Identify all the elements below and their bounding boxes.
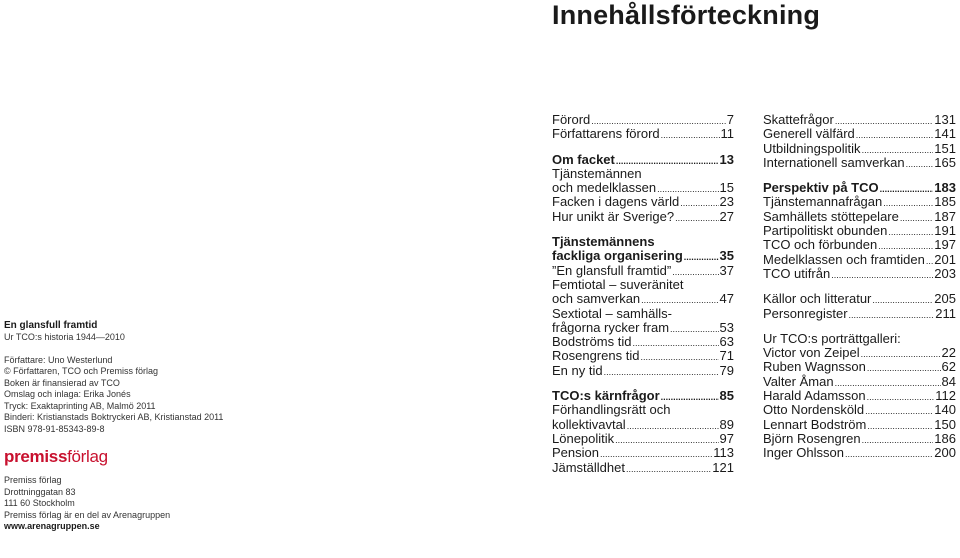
toc-section-heading[interactable]: TCO:s kärnfrågor ..... 85 [552,389,734,403]
publisher-address [4,475,264,521]
toc-entry[interactable]: Tjänstemannafrågan ..... 185 [763,195,956,209]
toc-entry[interactable]: Ruben Wagnsson ..... 62 [763,360,956,374]
publisher-logo [4,447,264,467]
toc-entry[interactable]: Personregister ..... 211 [763,307,956,321]
toc-entry[interactable]: Pension ..... 113 [552,446,734,460]
toc-section-heading-line: Tjänstemännens [552,234,655,250]
toc-entry[interactable]: Jämställdhet ..... 121 [552,461,734,475]
toc-entry[interactable]: Valter Åman ..... 84 [763,375,956,389]
toc-entry[interactable]: Medelklassen och framtiden ..... 201 [763,253,956,267]
toc-entry[interactable]: Skattefrågor ..... 131 [763,113,956,127]
toc-entry-line: Femtiotal – suveränitet [552,276,684,292]
credit-line: Omslag och inlaga: Erika Jonés [4,389,131,399]
book-title: En glansfull framtid [4,320,98,331]
toc-entry[interactable]: Björn Rosengren ..... 186 [763,432,956,446]
toc-entry[interactable]: Partipolitiskt obunden ..... 191 [763,224,956,238]
publisher-line: Premiss förlag [4,475,62,485]
toc-entry[interactable]: TCO och förbunden ..... 197 [763,238,956,252]
toc-entry[interactable]: Harald Adamsson ..... 112 [763,389,956,403]
toc-entry[interactable]: Rosengrens tid ..... 71 [552,349,734,363]
toc-column-2 [763,113,956,461]
toc-column-1 [552,113,734,475]
toc-entry[interactable]: En ny tid ..... 79 [552,364,734,378]
toc-entry[interactable]: ”En glansfull framtid” ..... 37 [552,264,734,278]
logo-part-premiss: premiss [4,447,68,466]
toc-entry[interactable]: Bodströms tid ..... 63 [552,335,734,349]
credit-line: Tryck: Exaktaprinting AB, Malmö 2011 [4,400,156,411]
toc-entry[interactable]: och samverkan ..... 47 [552,292,734,306]
toc-entry[interactable]: Otto Nordensköld ..... 140 [763,403,956,417]
logo-part-forlag: förlag [67,447,108,466]
book-subtitle: Ur TCO:s historia 1944—2010 [4,332,125,342]
toc-section-heading[interactable]: Perspektiv på TCO ..... 183 [763,181,956,195]
toc-section-heading[interactable]: Om facket ..... 13 [552,153,734,167]
toc-entry[interactable]: och medelklassen ..... 15 [552,181,734,195]
toc-entry-line: Sextiotal – samhälls- [552,305,672,321]
credit-line: Binderi: Kristianstads Boktryckeri AB, Kristianstad 2011 [4,412,224,422]
gallery-heading: Ur TCO:s porträttgalleri: [763,330,901,346]
toc-entry[interactable]: Lennart Bodström ..... 150 [763,418,956,432]
toc-entry[interactable]: Lönepolitik ..... 97 [552,432,734,446]
toc-entry[interactable]: TCO utifrån ..... 203 [763,267,956,281]
page-title: Innehållsförteckning [552,0,821,30]
toc-entry-line: Förhandlingsrätt och [552,402,671,418]
toc-entry[interactable]: Generell välfärd ..... 141 [763,127,956,141]
toc-entry[interactable]: Inger Ohlsson ..... 200 [763,446,956,460]
credit-line: Författare: Uno Westerlund [4,354,113,365]
toc-entry[interactable]: Förord ..... 7 [552,113,734,127]
toc-entry[interactable]: Författarens förord ..... 11 [552,127,734,141]
toc-entry[interactable]: kollektivavtal ..... 89 [552,418,734,432]
toc-entry[interactable]: Samhällets stöttepelare ..... 187 [763,210,956,224]
credit-line: © Författaren, TCO och Premiss förlag [4,366,159,376]
credits [4,355,264,436]
publisher-line: Premiss förlag är en del av Arenagruppen [4,509,171,520]
toc-entry[interactable]: Utbildningspolitik ..... 151 [763,142,956,156]
publisher-line: Drottninggatan 83 [4,486,76,497]
toc-entry[interactable]: Victor von Zeipel ..... 22 [763,346,956,360]
toc-entry-line: Tjänstemännen [552,165,642,181]
toc-entry[interactable]: Facken i dagens värld ..... 23 [552,195,734,209]
publisher-line: 111 60 Stockholm [4,498,75,508]
toc-section-heading[interactable]: fackliga organisering ..... 35 [552,249,734,263]
credit-line: Boken är finansierad av TCO [4,377,120,388]
colophon [4,320,264,533]
credit-line: ISBN 978-91-85343-89-8 [4,423,105,434]
publisher-url[interactable]: www.arenagruppen.se [4,521,100,531]
toc-entry[interactable]: Internationell samverkan ..... 165 [763,156,956,170]
toc-entry[interactable]: Hur unikt är Sverige? ..... 27 [552,210,734,224]
toc-entry[interactable]: Källor och litteratur ..... 205 [763,292,956,306]
toc-entry[interactable]: frågorna rycker fram ..... 53 [552,321,734,335]
